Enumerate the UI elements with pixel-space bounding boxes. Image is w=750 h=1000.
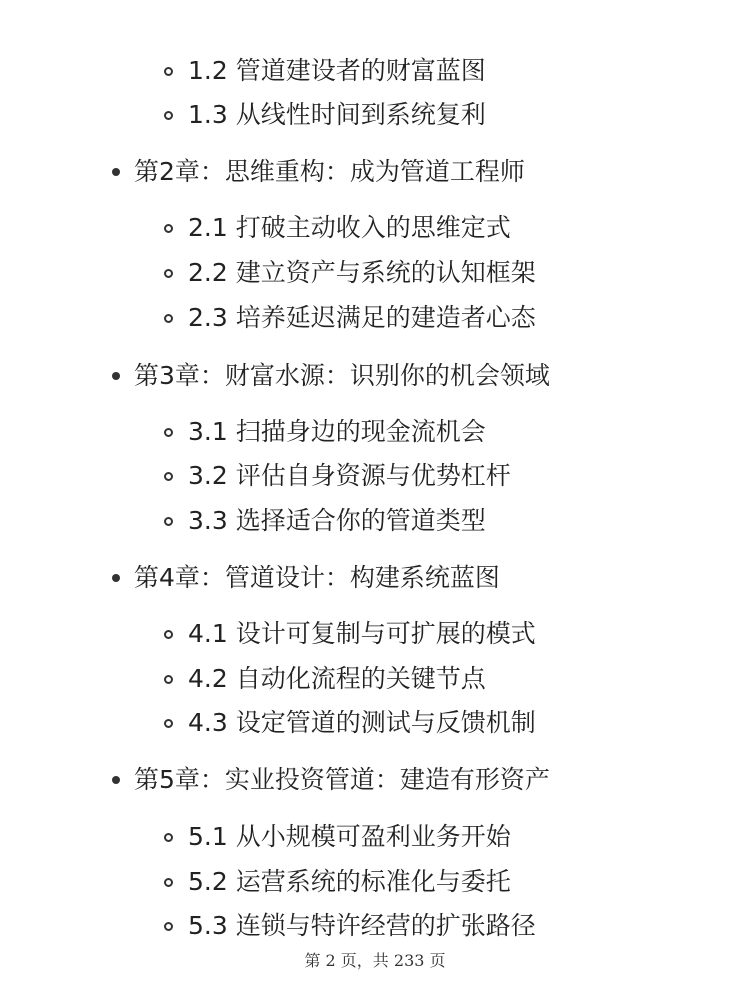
solid-bullet-icon	[112, 574, 120, 582]
hollow-bullet-icon	[164, 517, 173, 526]
section-heading: 1.2 管道建设者的财富蓝图	[188, 56, 486, 85]
section-heading: 4.1 设计可复制与可扩展的模式	[188, 619, 536, 648]
hollow-bullet-icon	[164, 878, 173, 887]
hollow-bullet-icon	[164, 67, 173, 76]
hollow-bullet-icon	[164, 833, 173, 842]
solid-bullet-icon	[112, 372, 120, 380]
section-heading: 3.1 扫描身边的现金流机会	[188, 417, 486, 446]
hollow-bullet-icon	[164, 269, 173, 278]
section-heading: 4.2 自动化流程的关键节点	[188, 664, 486, 693]
section-heading: 5.3 连锁与特许经营的扩张路径	[188, 911, 536, 940]
chapter-heading: 第2章：思维重构：成为管道工程师	[134, 157, 525, 186]
section-heading: 5.1 从小规模可盈利业务开始	[188, 822, 511, 851]
section-heading: 4.3 设定管道的测试与反馈机制	[188, 708, 536, 737]
section-heading: 2.1 打破主动收入的思维定式	[188, 213, 511, 242]
hollow-bullet-icon	[164, 314, 173, 323]
solid-bullet-icon	[112, 168, 120, 176]
hollow-bullet-icon	[164, 224, 173, 233]
hollow-bullet-icon	[164, 111, 173, 120]
hollow-bullet-icon	[164, 922, 173, 931]
hollow-bullet-icon	[164, 719, 173, 728]
chapter-heading: 第3章：财富水源：识别你的机会领域	[134, 361, 550, 390]
chapter-heading: 第4章：管道设计：构建系统蓝图	[134, 563, 500, 592]
section-heading: 3.3 选择适合你的管道类型	[188, 506, 486, 535]
section-heading: 1.3 从线性时间到系统复利	[188, 100, 486, 129]
section-heading: 2.2 建立资产与系统的认知框架	[188, 258, 536, 287]
solid-bullet-icon	[112, 776, 120, 784]
chapter-heading: 第5章：实业投资管道：建造有形资产	[134, 765, 550, 794]
page-number: 第 2 页，共 233 页	[304, 951, 446, 970]
section-heading: 3.2 评估自身资源与优势杠杆	[188, 461, 511, 490]
hollow-bullet-icon	[164, 675, 173, 684]
hollow-bullet-icon	[164, 630, 173, 639]
section-heading: 5.2 运营系统的标准化与委托	[188, 867, 511, 896]
section-heading: 2.3 培养延迟满足的建造者心态	[188, 303, 536, 332]
hollow-bullet-icon	[164, 428, 173, 437]
hollow-bullet-icon	[164, 472, 173, 481]
